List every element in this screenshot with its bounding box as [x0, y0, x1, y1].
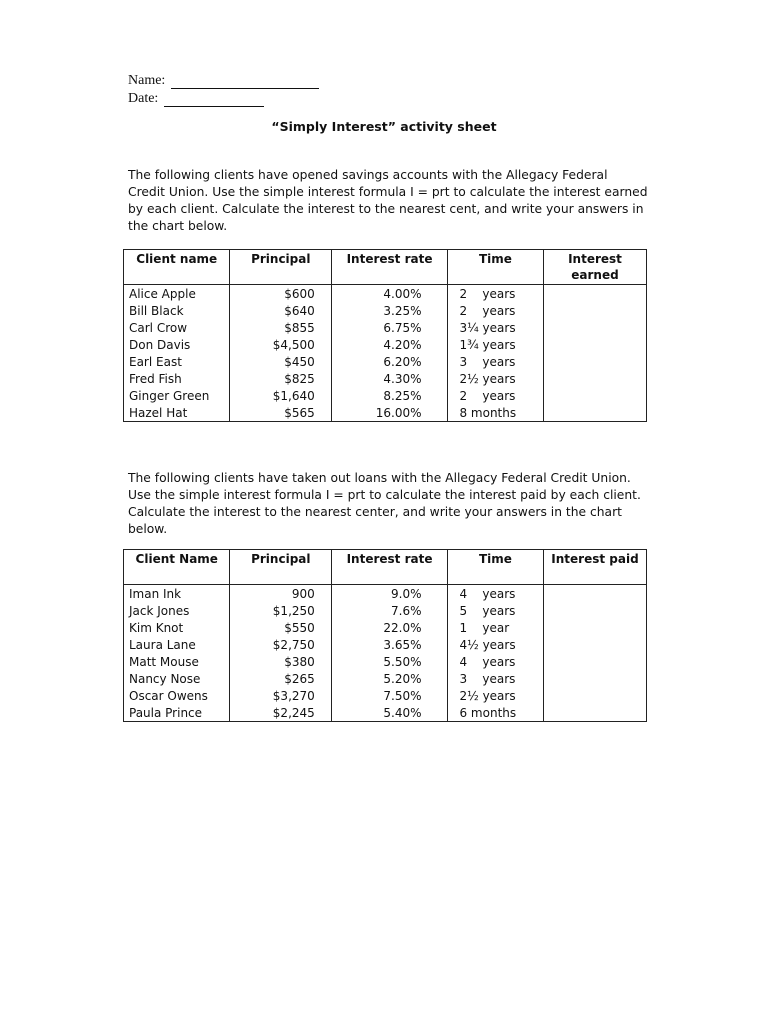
client-name-cell: Oscar Owens	[124, 687, 230, 704]
client-name-cell: Matt Mouse	[124, 653, 230, 670]
date-label: Date:	[128, 91, 159, 106]
principal-cell	[230, 704, 332, 722]
client-name-cell: Earl East	[124, 353, 230, 370]
interest-rate-cell	[332, 636, 448, 653]
savings-header-row	[124, 250, 647, 285]
interest-rate-cell	[332, 687, 448, 704]
interest-rate-cell	[332, 670, 448, 687]
name-field[interactable]	[171, 88, 319, 89]
interest-rate-cell	[332, 353, 448, 370]
principal-cell-value: $600	[284, 286, 315, 301]
interest-rate-cell	[332, 319, 448, 336]
time-cell-value: 5 years	[459, 603, 516, 618]
principal-cell	[230, 636, 332, 653]
principal-cell-value: $265	[284, 671, 315, 686]
principal-cell	[230, 319, 332, 336]
time-cell-value: 2½ years	[459, 688, 516, 703]
interest-rate-cell-value: 5.50%	[383, 654, 422, 669]
loans-col-client: Client Name	[124, 550, 230, 585]
time-cell	[447, 585, 543, 603]
table-row	[124, 353, 647, 370]
time-cell-value: 2 years	[459, 286, 516, 301]
table-row	[124, 404, 647, 422]
interest-rate-cell	[332, 285, 448, 303]
answer-cell[interactable]	[544, 670, 647, 687]
time-cell-value: 8 months	[459, 405, 517, 420]
savings-intro: The following clients have opened savings accounts with the Allegacy Federal Credit Union. Use the simple interest formula I = prt to calculate the interest earned by each client. Calculate the interest to the nearest cent, and write your answers in the chart below.	[128, 168, 648, 233]
interest-rate-cell-value: 6.20%	[383, 354, 422, 369]
answer-cell[interactable]	[544, 602, 647, 619]
interest-rate-cell-value: 4.00%	[383, 286, 422, 301]
time-cell	[447, 670, 543, 687]
interest-rate-cell	[332, 653, 448, 670]
interest-rate-cell	[332, 302, 448, 319]
client-name-cell: Ginger Green	[124, 387, 230, 404]
principal-cell	[230, 687, 332, 704]
savings-col-principal: Principal	[230, 250, 332, 285]
time-cell-value: 2½ years	[459, 371, 516, 386]
principal-cell-value: $1,250	[272, 603, 315, 618]
table-row	[124, 585, 647, 603]
principal-cell	[230, 653, 332, 670]
time-cell	[447, 687, 543, 704]
principal-cell-value: $550	[284, 620, 315, 635]
table-row	[124, 636, 647, 653]
principal-cell-value: $3,270	[272, 688, 315, 703]
table-row	[124, 319, 647, 336]
answer-cell[interactable]	[544, 687, 647, 704]
time-cell-value: 2 years	[459, 388, 516, 403]
time-cell-value: 1 year	[459, 620, 510, 635]
interest-rate-cell-value: 4.30%	[383, 371, 422, 386]
answer-cell[interactable]	[543, 285, 646, 303]
table-row	[124, 336, 647, 353]
answer-cell[interactable]	[544, 704, 647, 722]
client-name-cell: Carl Crow	[124, 319, 230, 336]
table-row	[124, 687, 647, 704]
time-cell	[447, 319, 543, 336]
interest-rate-cell	[332, 585, 448, 603]
name-line	[128, 73, 319, 89]
answer-cell[interactable]	[544, 585, 647, 603]
answer-cell[interactable]	[543, 302, 646, 319]
name-label: Name:	[128, 73, 166, 88]
answer-cell[interactable]	[543, 370, 646, 387]
client-name-cell: Kim Knot	[124, 619, 230, 636]
time-cell	[447, 302, 543, 319]
principal-cell	[230, 302, 332, 319]
table-row	[124, 619, 647, 636]
interest-rate-cell-value: 3.65%	[383, 637, 422, 652]
date-line	[128, 91, 264, 107]
interest-rate-cell-value: 6.75%	[383, 320, 422, 335]
interest-rate-cell	[332, 619, 448, 636]
interest-rate-cell-value: 5.20%	[383, 671, 422, 686]
interest-rate-cell	[332, 370, 448, 387]
time-cell	[447, 636, 543, 653]
time-cell	[447, 336, 543, 353]
savings-table	[123, 249, 647, 422]
loans-col-interest: Interest paid	[544, 550, 647, 585]
principal-cell	[230, 285, 332, 303]
time-cell	[447, 387, 543, 404]
interest-rate-cell-value: 9.0%	[391, 586, 422, 601]
interest-rate-cell-value: 5.40%	[383, 705, 422, 720]
time-cell-value: 1¾ years	[459, 337, 516, 352]
client-name-cell: Jack Jones	[124, 602, 230, 619]
savings-col-interest: Interest earned	[543, 250, 646, 285]
client-name-cell: Nancy Nose	[124, 670, 230, 687]
interest-rate-cell-value: 8.25%	[383, 388, 422, 403]
principal-cell	[230, 670, 332, 687]
answer-cell[interactable]	[544, 619, 647, 636]
time-cell-value: 3¼ years	[459, 320, 516, 335]
table-row	[124, 302, 647, 319]
savings-col-rate: Interest rate	[332, 250, 448, 285]
loans-header-row	[124, 550, 647, 585]
interest-rate-cell-value: 7.50%	[383, 688, 422, 703]
principal-cell	[230, 404, 332, 422]
interest-rate-cell	[332, 387, 448, 404]
client-name-cell: Hazel Hat	[124, 404, 230, 422]
time-cell-value: 3 years	[459, 671, 516, 686]
answer-cell[interactable]	[543, 353, 646, 370]
time-cell-value: 4 years	[459, 654, 516, 669]
interest-rate-cell-value: 3.25%	[383, 303, 422, 318]
table-row	[124, 653, 647, 670]
principal-cell-value: 900	[291, 586, 315, 601]
page-title: “Simply Interest” activity sheet	[271, 119, 497, 134]
time-cell	[447, 619, 543, 636]
principal-cell	[230, 602, 332, 619]
loans-col-time: Time	[447, 550, 543, 585]
interest-rate-cell-value: 22.0%	[383, 620, 422, 635]
time-cell	[447, 653, 543, 670]
principal-cell	[230, 370, 332, 387]
table-row	[124, 285, 647, 303]
principal-cell-value: $640	[284, 303, 315, 318]
interest-rate-cell	[332, 602, 448, 619]
client-name-cell: Laura Lane	[124, 636, 230, 653]
table-row	[124, 602, 647, 619]
principal-cell-value: $2,245	[272, 705, 315, 720]
client-name-cell: Bill Black	[124, 302, 230, 319]
answer-cell[interactable]	[543, 319, 646, 336]
principal-cell-value: $1,640	[272, 388, 315, 403]
client-name-cell: Alice Apple	[124, 285, 230, 303]
principal-cell	[230, 387, 332, 404]
time-cell-value: 6 months	[459, 705, 517, 720]
table-row	[124, 370, 647, 387]
principal-cell	[230, 585, 332, 603]
time-cell-value: 4½ years	[459, 637, 516, 652]
client-name-cell: Fred Fish	[124, 370, 230, 387]
interest-rate-cell	[332, 404, 448, 422]
client-name-cell: Don Davis	[124, 336, 230, 353]
answer-cell[interactable]	[544, 636, 647, 653]
savings-col-client: Client name	[124, 250, 230, 285]
principal-cell-value: $380	[284, 654, 315, 669]
time-cell-value: 3 years	[459, 354, 516, 369]
loans-intro: The following clients have taken out loans with the Allegacy Federal Credit Union. Use the simple interest formula I = prt to calculate the interest paid by each client. Calculate the interest to the nearest center, and write your answers in the chart below.	[128, 471, 641, 536]
time-cell	[447, 285, 543, 303]
time-cell	[447, 602, 543, 619]
table-row	[124, 704, 647, 722]
principal-cell-value: $2,750	[272, 637, 315, 652]
principal-cell	[230, 336, 332, 353]
time-cell-value: 4 years	[459, 586, 516, 601]
time-cell-value: 2 years	[459, 303, 516, 318]
table-row	[124, 670, 647, 687]
client-name-cell: Paula Prince	[124, 704, 230, 722]
principal-cell-value: $565	[284, 405, 315, 420]
interest-rate-cell-value: 4.20%	[383, 337, 422, 352]
answer-cell[interactable]	[543, 404, 646, 422]
principal-cell-value: $450	[284, 354, 315, 369]
principal-cell-value: $4,500	[272, 337, 315, 352]
table-row	[124, 387, 647, 404]
loans-table	[123, 549, 647, 722]
savings-col-time: Time	[447, 250, 543, 285]
answer-cell[interactable]	[543, 336, 646, 353]
loans-col-principal: Principal	[230, 550, 332, 585]
answer-cell[interactable]	[543, 387, 646, 404]
loans-col-rate: Interest rate	[332, 550, 448, 585]
principal-cell	[230, 619, 332, 636]
interest-rate-cell-value: 16.00%	[375, 405, 422, 420]
principal-cell-value: $855	[284, 320, 315, 335]
principal-cell	[230, 353, 332, 370]
client-name-cell: Iman Ink	[124, 585, 230, 603]
time-cell	[447, 353, 543, 370]
interest-rate-cell-value: 7.6%	[391, 603, 422, 618]
answer-cell[interactable]	[544, 653, 647, 670]
interest-rate-cell	[332, 336, 448, 353]
date-field[interactable]	[164, 106, 264, 107]
time-cell	[447, 704, 543, 722]
time-cell	[447, 370, 543, 387]
principal-cell-value: $825	[284, 371, 315, 386]
time-cell	[447, 404, 543, 422]
interest-rate-cell	[332, 704, 448, 722]
